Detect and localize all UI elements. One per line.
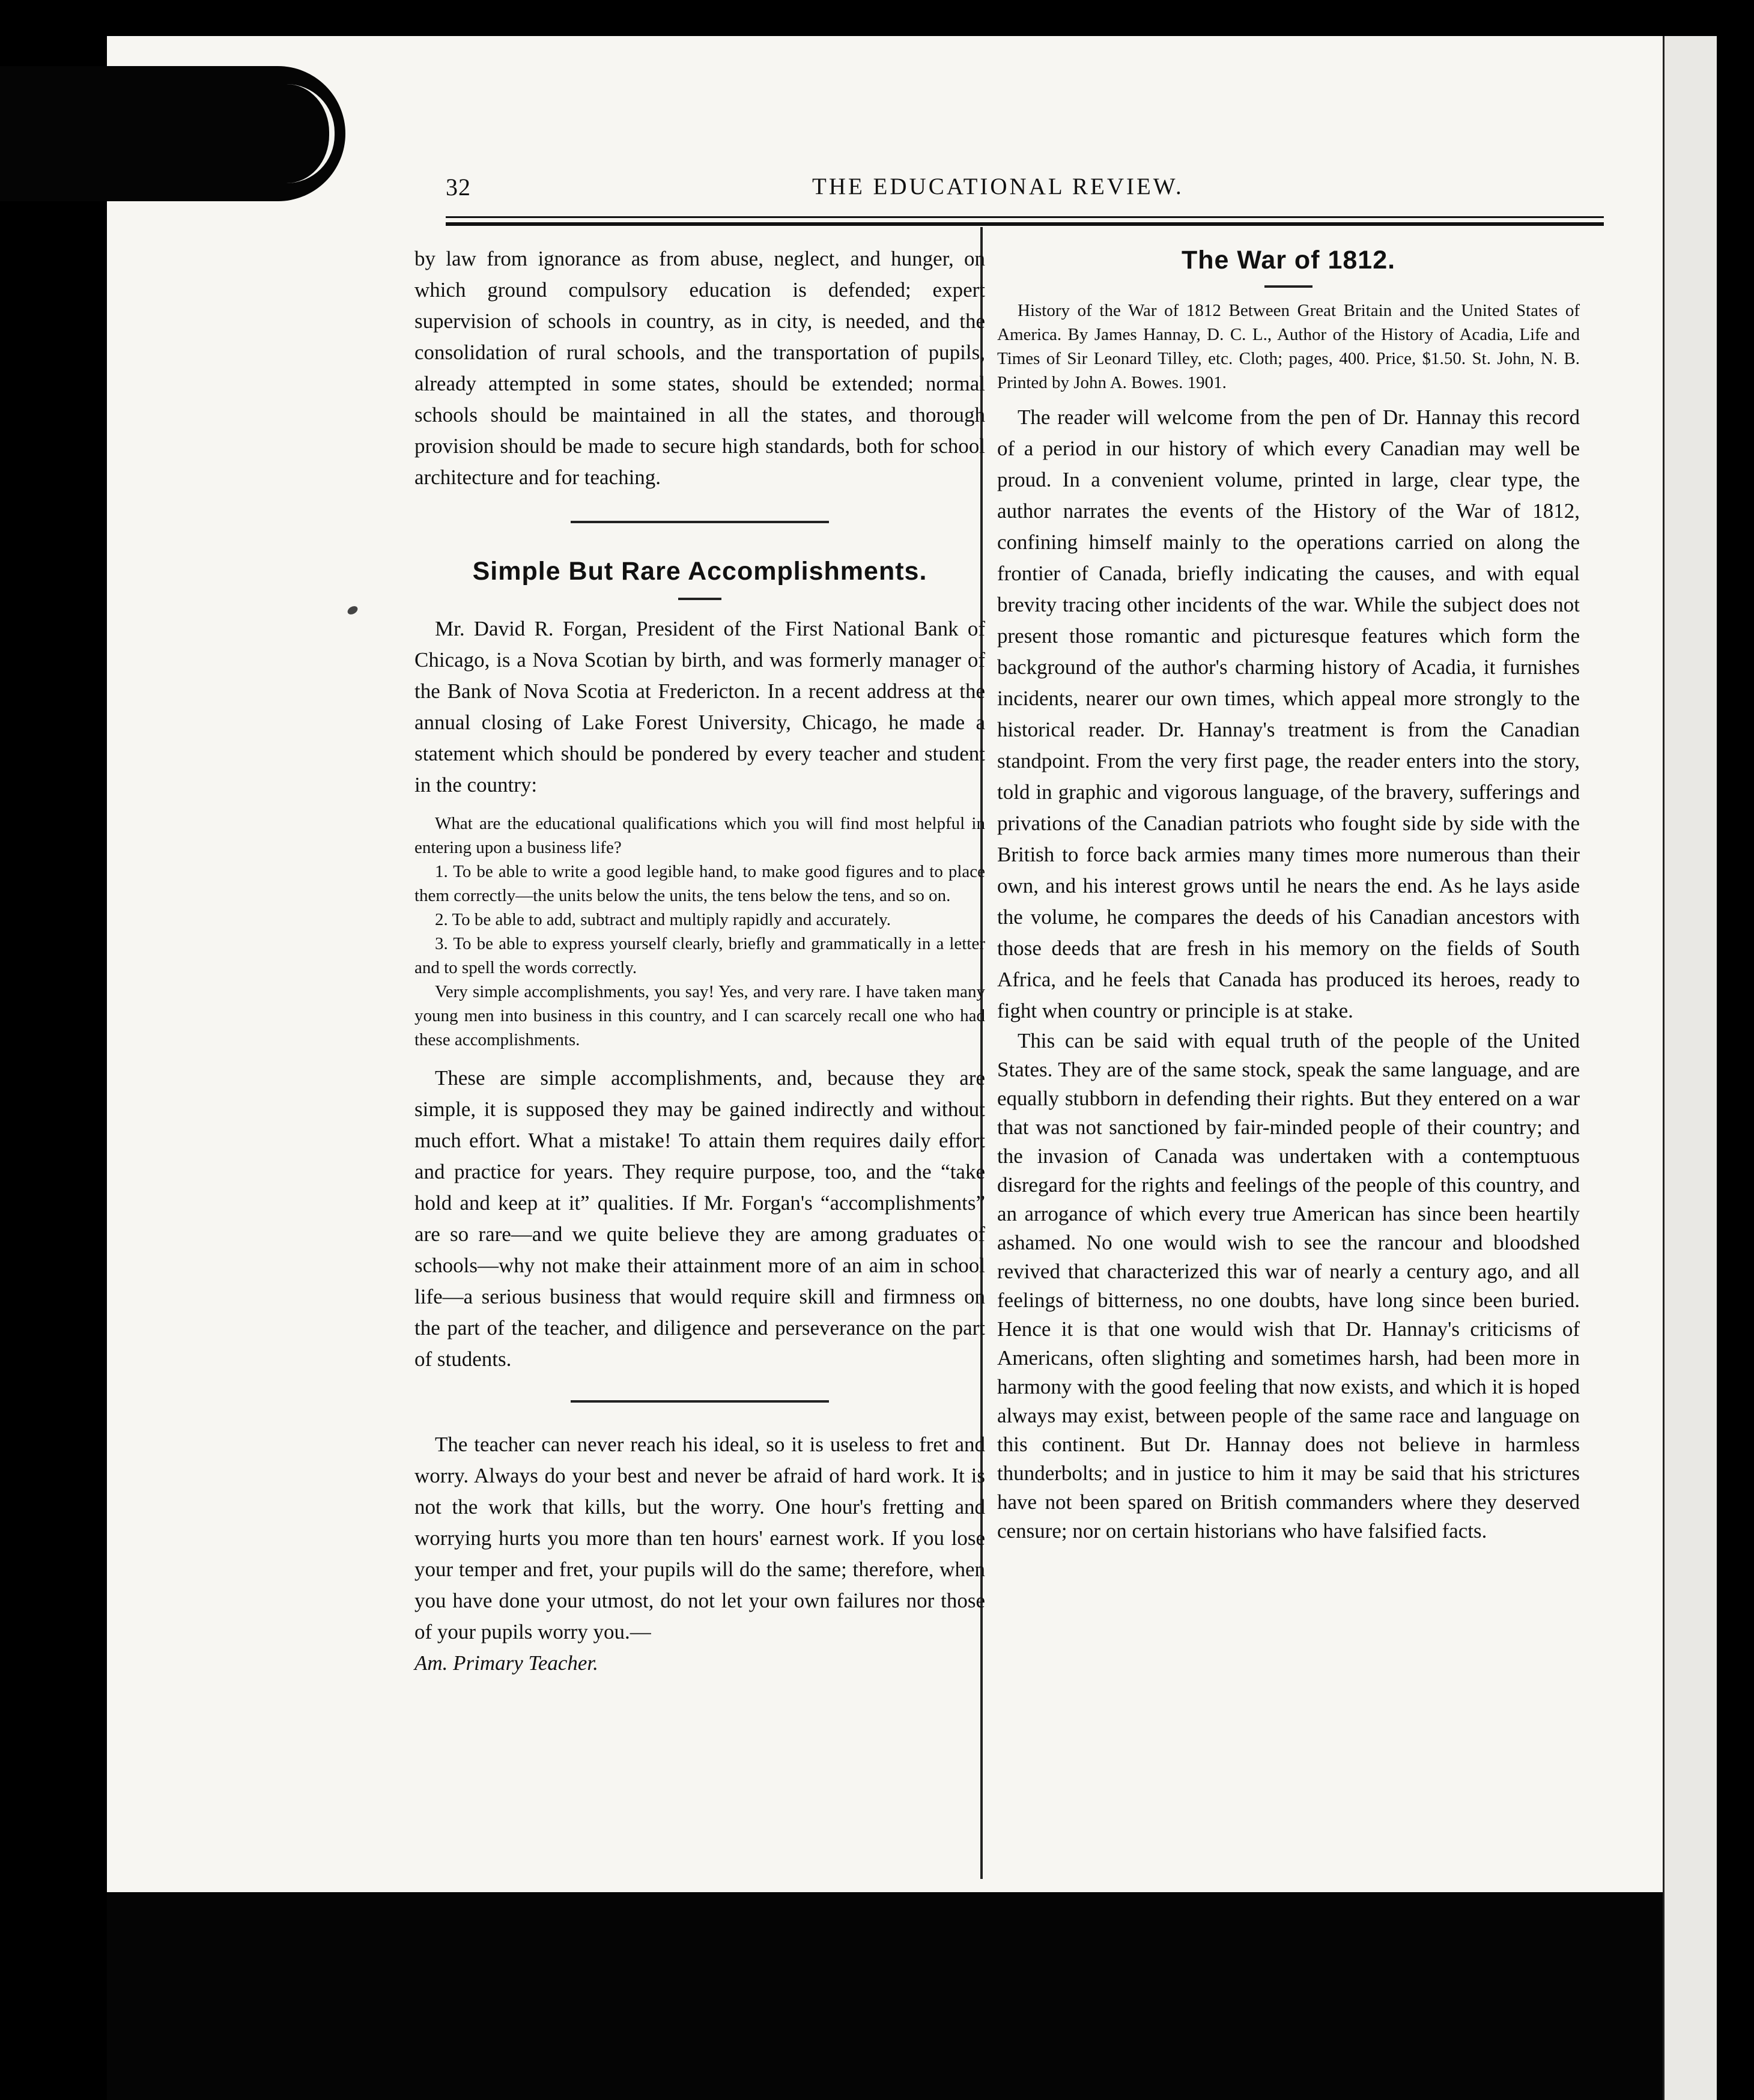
article-title-war-1812: The War of 1812.: [1181, 246, 1396, 275]
header-rule-thin: [446, 216, 1604, 218]
title-rule-right: [1264, 285, 1312, 288]
left-column: [414, 243, 985, 1679]
quote-item-1: 1. To be able to write a good legible hand, to make good figures and to place them correctly—the units below the units, the tens below the tens, and so on.: [414, 862, 985, 905]
review-paragraph-1: The reader will welcome from the pen of Dr. Hannay this record of a period in our history of which every Canadian may well be proud. In a convenient volume, printed in large, clear type, the author narrates the events of the History of the War of 1812, confining himself mainly to the operations carried on along the frontier of Canada, briefly indicating the causes, and with equal brevity tracing other incidents of the war. While the subject does not present those romantic and picturesque features which form the background of the author's charming history of Acadia, it furnishes incidents, nearer our own times, which appeal more strongly to the historical reader. Dr. Hannay's treatment is from the Canadian standpoint. From the very first page, the reader enters into the story, told in graphic and vigorous language, of the bravery, sufferings and privations of the Canadian patriots who fought side by side with the British to force back armies many times more numerous than their own, and his interest grows until he nears the end. As he lays aside the volume, he compares the deeds of his Canadian ancestors with those deeds that are fresh in his memory on the fields of South Africa, and he feels that Canada has produced its heroes, ready to fight when country or principle is at stake.: [997, 405, 1580, 1022]
binder-clip: [0, 66, 345, 201]
section-rule-2: [571, 1400, 829, 1403]
section-rule: [571, 521, 829, 523]
commentary-paragraph: These are simple accomplishments, and, because they are simple, it is supposed they may be gained indirectly and without much effort. What a mistake! To attain them requires daily effort and practice for years. They require purpose, too, and the “take hold and keep at it” qualities. If Mr. Forgan's “accomplishments” are so rare—and we quite believe they are among graduates of schools—why not make their attainment more of an aim in school life—a serious business that would require skill and firmness on the part of the teacher, and diligence and perseverance on the part of students.: [414, 1066, 985, 1371]
teacher-paragraph: [414, 1429, 985, 1679]
quote-closing: Very simple accomplishments, you say! Yes, and very rare. I have taken many young men into business in this country, and I can scarcely recall one who had these accomplishments.: [414, 982, 985, 1049]
scan-border-right: [1717, 0, 1754, 2100]
book-reference: History of the War of 1812 Between Great Britain and the United States of America. By James Hannay, D. C. L., Author of the History of Acadia, Life and Times of Sir Leonard Tilley, etc. Cloth; pages, 400. Price, $1.50. St. John, N. B. Printed by John A. Bowes. 1901.: [997, 301, 1580, 392]
header-rule-thick: [446, 222, 1604, 226]
review-paragraph-2: This can be said with equal truth of the people of the United States. They are of the same stock, speak the same language, and are equally stubborn in defending their rights. But they entered on a war that was not sanctioned by fair-minded people of their country; and the invasion of Canada was undertaken with a contemptuous disregard for the rights and feelings of the people of this country, and an arrogance of which every true American has since been heartily ashamed. No one would wish to see the rancour and bloodshed revived that characterized this war of nearly a century ago, and all feelings of bitterness, no one doubts, have long since been buried. Hence it is that one would wish that Dr. Hannay's criticisms of Americans, often slighting and sometimes harsh, had been more in harmony with the good feeling that now exists, and which it is hoped always may exist, between people of the same race and language on this continent. But Dr. Hannay does not believe in harmless thunderbolts; and in justice to him it may be said that his strictures have not been spared on British commanders where they deserved censure; nor on certain historians who have falsified facts.: [997, 1029, 1580, 1543]
teacher-source: Am. Primary Teacher.: [414, 1651, 598, 1675]
right-column: [997, 243, 1580, 1546]
article-title-accomplishments: Simple But Rare Accomplishments.: [472, 557, 927, 586]
quoted-address: [414, 812, 985, 1052]
page-number: 32: [446, 174, 471, 201]
teacher-paragraph-text: The teacher can never reach his ideal, so it is useless to fret and worry. Always do your best and never be afraid of hard work. It is not the work that kills, but the worry. One hour's fretting and worrying hurts you more than ten hours' earnest work. If you lose your temper and fret, your pupils will do the same; therefore, when you have done your utmost, do not let your own failures nor those of your pupils worry you.—: [414, 1433, 985, 1643]
running-title: THE EDUCATIONAL REVIEW.: [812, 174, 1184, 199]
page-header: [446, 173, 1605, 209]
intro-paragraph: Mr. David R. Forgan, President of the First National Bank of Chicago, is a Nova Scotian by birth, and was formerly manager of the Bank of Nova Scotia at Fredericton. In a recent address at the annual closing of Lake Forest University, Chicago, he made a statement which should be pondered by every teacher and student in the country:: [414, 617, 985, 797]
quote-item-2: 2. To be able to add, subtract and multiply rapidly and accurately.: [435, 910, 891, 929]
quote-question: What are the educational qualifications which you will find most helpful in entering upon a business life?: [414, 814, 985, 857]
continuation-paragraph: by law from ignorance as from abuse, neglect, and hunger, on which ground compulsory education is defended; expert supervision of schools in country, as in city, is needed, and the consolidation of rural schools, and the transportation of pupils, already attempted in some states, should be extended; normal schools should be maintained in all the states, and thorough provision should be made to secure high standards, both for school architecture and for teaching.: [414, 247, 985, 489]
title-rule: [678, 598, 721, 600]
facing-page-edge: [1663, 36, 1719, 2100]
scan-border-bottom: [107, 1892, 1663, 2100]
quote-item-3: 3. To be able to express yourself clearly, briefly and grammatically in a letter and to spell the words correctly.: [414, 934, 985, 977]
